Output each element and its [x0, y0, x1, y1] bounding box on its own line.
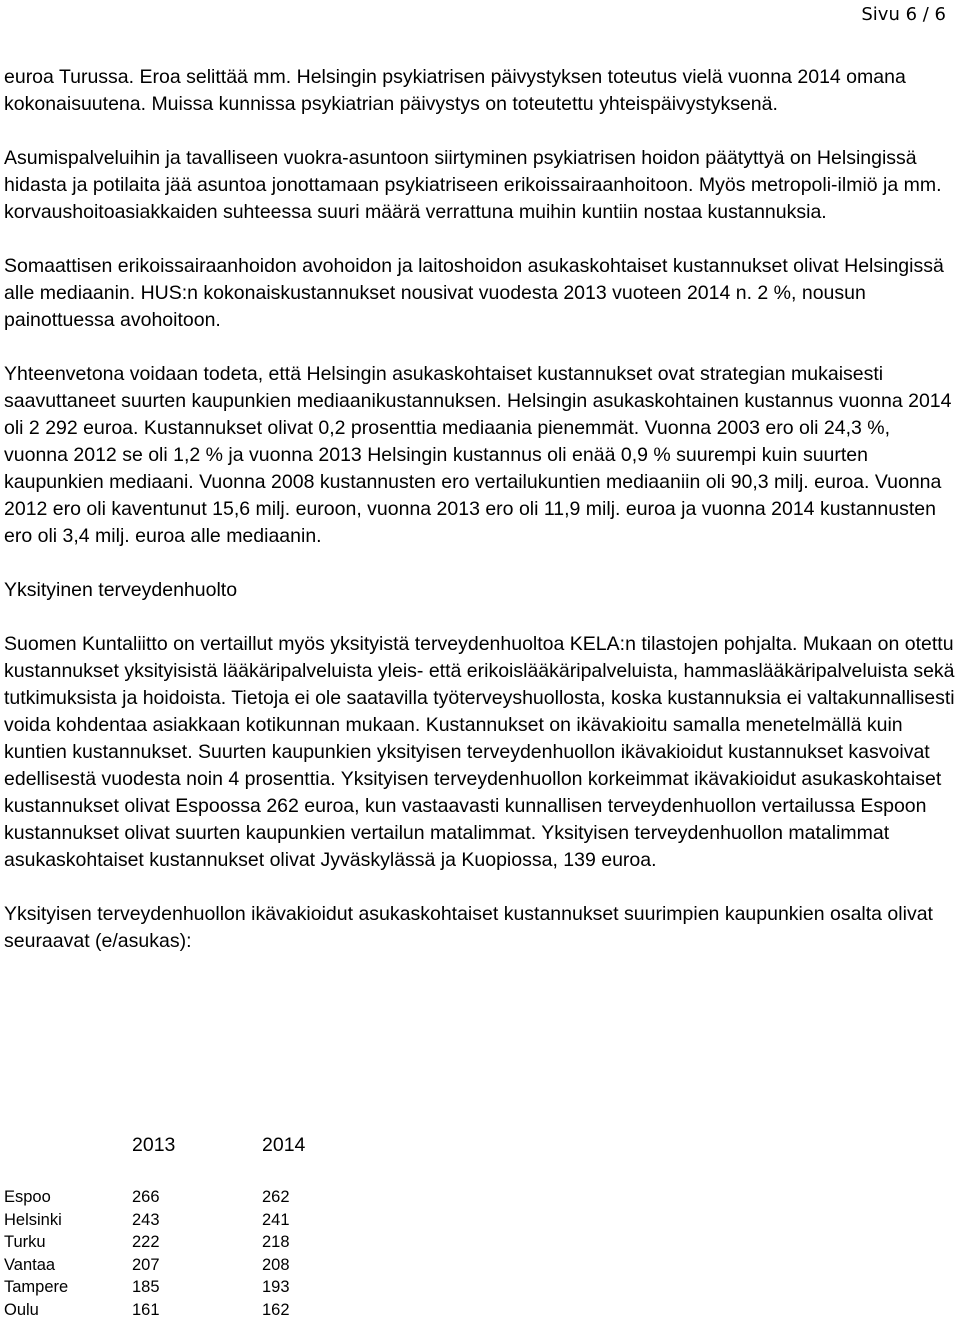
city-cell: Tampere — [4, 1278, 132, 1301]
value-2013-cell: 266 — [132, 1188, 262, 1211]
value-2014-cell: 193 — [262, 1278, 342, 1301]
document-body — [4, 64, 956, 955]
paragraph-private-healthcare: Suomen Kuntaliitto on vertaillut myös yksityistä terveydenhuoltoa KELA:n tilastojen pohjalta. Mukaan on otettu kustannukset yksityisistä lääkäripalveluista yleis- että erikoislääkäripalveluista, hammaslääkäripalveluista sekä tutkimuksista ja hoidoista. Tietoja ei ole saatavilla työterveyshuollosta, koska kustannuksia ei valtakunnallisesti voida kohdentaa asiakkaan kotikunnan mukaan. Kustannukset on ikävakioitu samalla menetelmällä kuin kuntien kustannukset. Suurten kaupunkien yksityisen terveydenhuollon ikävakioidut kustannukset kasvoivat edellisestä vuodesta noin 4 prosenttia. Yksityisen terveydenhuollon korkeimmat ikävakioidut asukaskohtaiset kustannukset olivat Espoossa 262 euroa, kun vastaavasti kunnallisen terveydenhuollon vertailussa Espoon kustannukset olivat suurten kaupunkien vertailun matalimmat. Yksityisen terveydenhuollon matalimmat asukaskohtaiset kustannukset olivat Jyväskylässä ja Kuopiossa, 139 euroa. — [4, 631, 956, 874]
table-row — [4, 1211, 342, 1234]
table-row — [4, 1301, 342, 1323]
table-row — [4, 1278, 342, 1301]
city-cell: Oulu — [4, 1301, 132, 1323]
table-row — [4, 1256, 342, 1279]
city-cell: Espoo — [4, 1188, 132, 1211]
value-2014-cell: 262 — [262, 1188, 342, 1211]
value-2013-cell: 243 — [132, 1211, 262, 1234]
value-2013-cell: 222 — [132, 1233, 262, 1256]
value-2014-cell: 241 — [262, 1211, 342, 1234]
page-number: Sivu 6 / 6 — [861, 4, 946, 25]
value-2014-cell: 162 — [262, 1301, 342, 1323]
city-cell: Helsinki — [4, 1211, 132, 1234]
value-2013-cell: 185 — [132, 1278, 262, 1301]
value-2014-cell: 218 — [262, 1233, 342, 1256]
paragraph-somatic-care: Somaattisen erikoissairaanhoidon avohoidon ja laitoshoidon asukaskohtaiset kustannukset olivat Helsingissä alle mediaanin. HUS:n kokonaiskustannukset nousivat vuodesta 2013 vuoteen 2014 n. 2 %, nousun painottuessa avohoitoon. — [4, 253, 956, 334]
year-header-2013: 2013 — [132, 1134, 262, 1168]
value-2013-cell: 161 — [132, 1301, 262, 1323]
paragraph-psychiatric-emergency: euroa Turussa. Eroa selittää mm. Helsingin psykiatrisen päivystyksen toteutus vielä vuonna 2014 omana kokonaisuutena. Muissa kunnissa psykiatrian päivystys on toteutettu yhteispäivystyksenä. — [4, 64, 956, 118]
paragraph-housing-services: Asumispalveluihin ja tavalliseen vuokra-asuntoon siirtyminen psykiatrisen hoidon päätyttyä on Helsingissä hidasta ja potilaita jää asuntoa jonottamaan psykiatriseen erikoissairaanhoitoon. Myös metropoli-ilmiö ja mm. korvaushoitoasiakkaiden suhteessa suuri määrä verrattuna muihin kuntiin nostaa kustannuksia. — [4, 145, 956, 226]
table-header-row — [4, 1134, 342, 1168]
cost-table — [4, 1134, 342, 1323]
city-cell: Vantaa — [4, 1256, 132, 1279]
table-row — [4, 1233, 342, 1256]
section-heading-private-healthcare: Yksityinen terveydenhuolto — [4, 577, 956, 604]
year-header-2014: 2014 — [262, 1134, 342, 1168]
city-cell: Turku — [4, 1233, 132, 1256]
value-2013-cell: 207 — [132, 1256, 262, 1279]
paragraph-table-intro: Yksityisen terveydenhuollon ikävakioidut asukaskohtaiset kustannukset suurimpien kaupunkien osalta olivat seuraavat (e/asukas): — [4, 901, 956, 955]
table-row — [4, 1188, 342, 1211]
value-2014-cell: 208 — [262, 1256, 342, 1279]
paragraph-summary: Yhteenvetona voidaan todeta, että Helsingin asukaskohtaiset kustannukset ovat strategian mukaisesti saavuttaneet suurten kaupunkien mediaanikustannuksen. Helsingin asukaskohtainen kustannus vuonna 2014 oli 2 292 euroa. Kustannukset olivat 0,2 prosenttia mediaania pienemmät. Vuonna 2003 ero oli 24,3 %, vuonna 2012 se oli 1,2 % ja vuonna 2013 Helsingin kustannus oli enää 0,9 % suurempi kuin suurten kaupunkien mediaani. Vuonna 2008 kustannusten ero vertailukuntien mediaaniin oli 90,3 milj. euroa. Vuonna 2012 ero oli kaventunut 15,6 milj. euroon, vuonna 2013 ero oli 11,9 milj. euroa ja vuonna 2014 kustannusten ero oli 3,4 milj. euroa alle mediaanin. — [4, 361, 956, 550]
